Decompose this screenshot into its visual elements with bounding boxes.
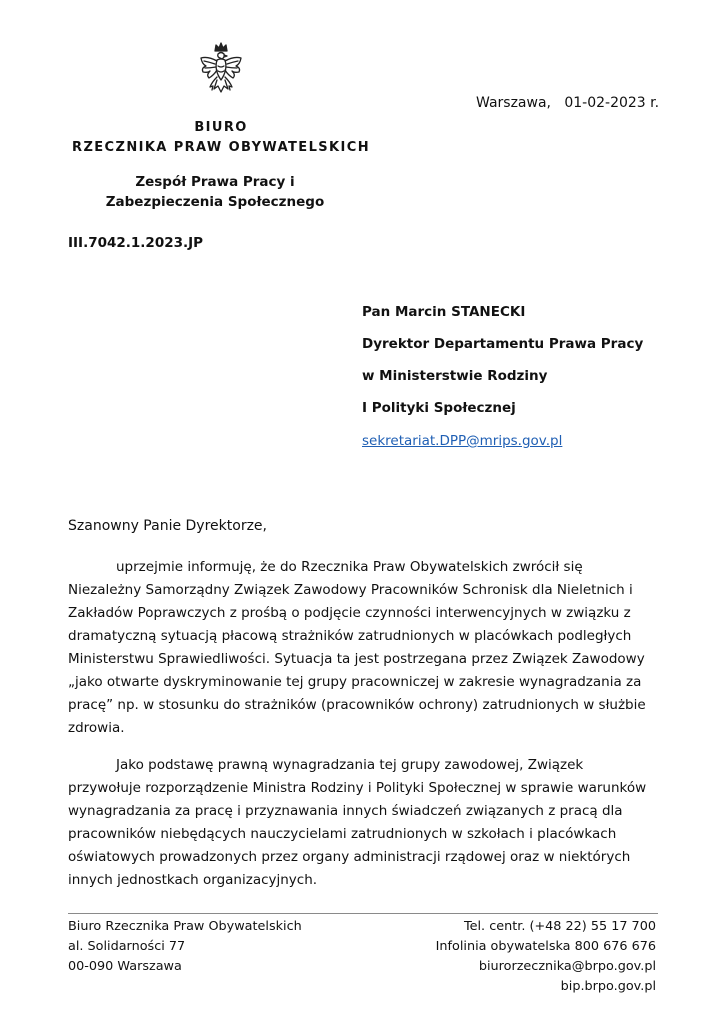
eagle-emblem-icon [198, 42, 244, 100]
footer-postal-city: 00-090 Warszawa [68, 959, 182, 974]
footer-street: al. Solidarności 77 [68, 939, 186, 954]
office-name-line-2: RZECZNIKA PRAW OBYWATELSKICH [72, 140, 370, 155]
footer-office-name: Biuro Rzecznika Praw Obywatelskich [68, 919, 302, 934]
footer-contact [436, 917, 656, 997]
footer-hotline: Infolinia obywatelska 800 676 676 [435, 939, 656, 954]
city-and-date: Warszawa, 01-02-2023 r. [476, 95, 660, 111]
footer-email: biurorzecznika@brpo.gov.pl [478, 959, 656, 974]
team-name: Zespół Prawa Pracy i Zabezpieczenia Społecznego [105, 174, 325, 210]
addressee-email-link[interactable]: sekretariat.DPP@mrips.gov.pl [362, 433, 563, 449]
office-name-line-1: BIURO [194, 120, 248, 135]
footer-phone: Tel. centr. (+48 22) 55 17 700 [463, 919, 656, 934]
letter-paragraph-2 [68, 754, 658, 892]
addressee-ministry-line-1: w Ministerstwie Rodziny [362, 368, 548, 384]
footer-bip: bip.brpo.gov.pl [560, 979, 656, 994]
footer-address [68, 917, 302, 977]
paragraph-text: Jako podstawę prawną wynagradzania tej grupy zawodowej, Związek przywołuje rozporządzenie Ministra Rodziny i Polityki Społecznej w sprawie warunków wynagradzania za pracę i przyznawania innych świadczeń związanych z pracą dla pracowników niebędących nauczycielami zatrudnionych w szkołach i placówkach oświatowych prowadzonych przez organy administracji rządowej oraz w niektórych innych jednostkach organizacyjnych. [68, 757, 647, 888]
addressee-position: Dyrektor Departamentu Prawa Pracy [362, 336, 644, 352]
reference-number: III.7042.1.2023.JP [68, 235, 204, 251]
footer-divider [68, 913, 658, 914]
paragraph-text: uprzejmie informuję, że do Rzecznika Praw Obywatelskich zwrócił się Niezależny Samorządny Związek Zawodowy Pracowników Schronisk dla Nieletnich i Zakładów Poprawczych z prośbą o podjęcie czynności interwencyjnych w związku z dramatyczną sytuacją płacową strażników zatrudnionych w placówkach podległych Ministerstwu Sprawiedliwości. Sytuacja ta jest postrzegana przez Związek Zawodowy „jako otwarte dyskryminowanie tej grupy pracowniczej w zakresie wynagradzania za pracę” np. w stosunku do strażników (pracowników ochrony) zatrudnionych w służbie zdrowia. [68, 559, 646, 736]
addressee-block [362, 296, 643, 457]
addressee-name: Pan Marcin STANECKI [362, 304, 526, 320]
letter-paragraph-1 [68, 556, 658, 740]
salutation: Szanowny Panie Dyrektorze, [68, 518, 267, 534]
addressee-ministry-line-2: I Polityki Społecznej [362, 400, 516, 416]
office-name [66, 118, 376, 158]
